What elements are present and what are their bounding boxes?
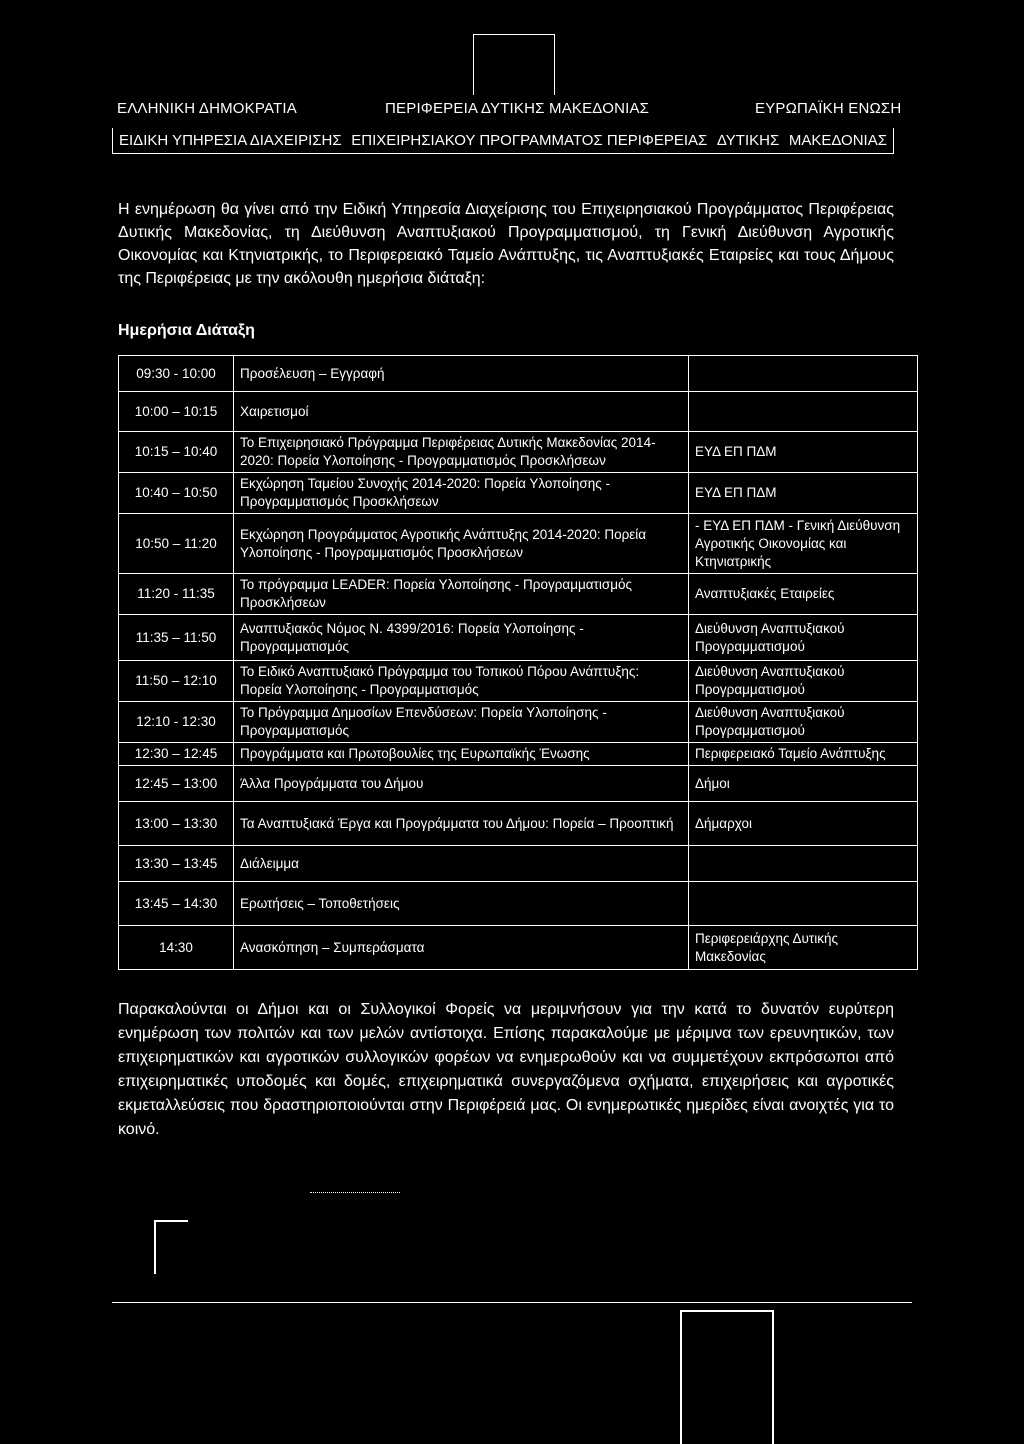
agenda-time: 12:10 - 12:30 bbox=[119, 702, 234, 743]
table-row bbox=[119, 846, 918, 882]
header-region: ΠΕΡΙΦΕΡΕΙΑ ΔΥΤΙΚΗΣ ΜΑΚΕΔΟΝΙΑΣ bbox=[385, 100, 650, 117]
footer-box-outline bbox=[680, 1310, 774, 1444]
table-row bbox=[119, 615, 918, 661]
agenda-topic: Το Πρόγραμμα Δημοσίων Επενδύσεων: Πορεία Υλοποίησης - Προγραμματισμός bbox=[234, 702, 689, 743]
agenda-topic: Τα Αναπτυξιακά Έργα και Προγράμματα του Δήμου: Πορεία – Προοπτική bbox=[234, 802, 689, 846]
agenda-topic: Εκχώρηση Προγράμματος Αγροτικής Ανάπτυξης 2014-2020: Πορεία Υλοποίησης - Προγραμματισμός Προσκλήσεων bbox=[234, 514, 689, 574]
intro-paragraph: Η ενημέρωση θα γίνει από την Ειδική Υπηρεσία Διαχείρισης του Επιχειρησιακού Προγράμματος Περιφέρειας Δυτικής Μακεδονίας, τη Διεύθυνση Αναπτυξιακού Προγραμματισμού, τη Γενική Διεύθυνση Αγροτικής Οικονομίας και Κτηνιατρικής, το Περιφερειακό Ταμείο Ανάπτυξης, τις Αναπτυξιακές Εταιρείες και τους Δήμους της Περιφέρειας με την ακόλουθη ημερήσια διάταξη: bbox=[118, 201, 894, 287]
agenda-organizer bbox=[688, 846, 917, 882]
agenda-organizer: ΕΥΔ ΕΠ ΠΔΜ bbox=[688, 473, 917, 514]
header-authority-part2: ΕΠΙΧΕΙΡΗΣΙΑΚΟΥ ΠΡΟΓΡΑΜΜΑΤΟΣ ΠΕΡΙΦΕΡΕΙΑΣ bbox=[351, 132, 708, 149]
agenda-time: 10:00 – 10:15 bbox=[119, 392, 234, 432]
corner-bracket-mark bbox=[154, 1220, 188, 1274]
agenda-time: 10:40 – 10:50 bbox=[119, 473, 234, 514]
agenda-topic: Ερωτήσεις – Τοποθετήσεις bbox=[234, 882, 689, 926]
agenda-topic: Εκχώρηση Ταμείου Συνοχής 2014-2020: Πορεία Υλοποίησης - Προγραμματισμός Προσκλήσεων bbox=[234, 473, 689, 514]
header-country: ΕΛΛΗΝΙΚΗ ΔΗΜΟΚΡΑΤΙΑ bbox=[117, 100, 297, 117]
agenda-organizer: Αναπτυξιακές Εταιρείες bbox=[688, 574, 917, 615]
header-authority bbox=[112, 128, 894, 154]
agenda-organizer: ΕΥΔ ΕΠ ΠΔΜ bbox=[688, 432, 917, 473]
table-row bbox=[119, 766, 918, 802]
agenda-time: 13:45 – 14:30 bbox=[119, 882, 234, 926]
table-row bbox=[119, 473, 918, 514]
agenda-organizer: Διεύθυνση Αναπτυξιακού Προγραμματισμού bbox=[688, 702, 917, 743]
header-authority-part4: ΜΑΚΕΔΟΝΙΑΣ bbox=[788, 132, 887, 149]
table-row bbox=[119, 356, 918, 392]
agenda-topic: Το Ειδικό Αναπτυξιακό Πρόγραμμα του Τοπικού Πόρου Ανάπτυξης: Πορεία Υλοποίησης - Προγραμματισμός bbox=[234, 661, 689, 702]
header-eu: ΕΥΡΩΠΑΪΚΗ ΕΝΩΣΗ bbox=[755, 100, 902, 117]
agenda-organizer bbox=[688, 392, 917, 432]
agenda-topic: Αναπτυξιακός Νόμος Ν. 4399/2016: Πορεία Υλοποίησης - Προγραμματισμός bbox=[234, 615, 689, 661]
agenda-topic: Χαιρετισμοί bbox=[234, 392, 689, 432]
agenda-time: 12:30 – 12:45 bbox=[119, 743, 234, 766]
agenda-organizer bbox=[688, 882, 917, 926]
table-row bbox=[119, 432, 918, 473]
agenda-topic: Το Επιχειρησιακό Πρόγραμμα Περιφέρειας Δυτικής Μακεδονίας 2014-2020: Πορεία Υλοποίησης - Προγραμματισμός Προσκλήσεων bbox=[234, 432, 689, 473]
header-authority-part1: ΕΙΔΙΚΗ ΥΠΗΡΕΣΙΑ ΔΙΑΧΕΙΡΙΣΗΣ bbox=[119, 132, 342, 149]
agenda-title: Ημερήσια Διάταξη bbox=[118, 322, 255, 339]
agenda-table bbox=[118, 355, 918, 970]
agenda-topic: Άλλα Προγράμματα του Δήμου bbox=[234, 766, 689, 802]
closing-paragraph: Παρακαλούνται οι Δήμοι και οι Συλλογικοί Φορείς να μεριμνήσουν για την κατά το δυνατόν ευρύτερη ενημέρωση των πολιτών και των μελών αντίστοιχα. Επίσης παρακαλούμε με μέριμνα των ερευνητικών, των επιχειρηματικών και αγροτικών συλλογικών φορέων να ενημερωθούν και να συμμετέχουν εκπρόσωποι από επιχειρηματικές υποδομές και δομές, επιχειρηματικά συνεργαζόμενα σχήματα, επιχειρήσεις και αγροτικές εκμεταλλεύσεις που δραστηριοποιούνται στην Περιφέρειά μας. Οι ενημερωτικές ημερίδες είναι ανοιχτές για το κοινό. bbox=[118, 1001, 894, 1138]
table-row bbox=[119, 514, 918, 574]
table-row bbox=[119, 743, 918, 766]
agenda-time: 10:15 – 10:40 bbox=[119, 432, 234, 473]
agenda-time: 11:20 - 11:35 bbox=[119, 574, 234, 615]
table-row bbox=[119, 702, 918, 743]
table-row bbox=[119, 574, 918, 615]
dotted-line bbox=[310, 1192, 400, 1193]
agenda-topic: Διάλειμμα bbox=[234, 846, 689, 882]
agenda-time: 11:50 – 12:10 bbox=[119, 661, 234, 702]
agenda-organizer bbox=[688, 356, 917, 392]
agenda-organizer: Διεύθυνση Αναπτυξιακού Προγραμματισμού bbox=[688, 661, 917, 702]
agenda-topic: Το πρόγραμμα LEADER: Πορεία Υλοποίησης - Προγραμματισμός Προσκλήσεων bbox=[234, 574, 689, 615]
agenda-time: 14:30 bbox=[119, 926, 234, 970]
agenda-topic: Προσέλευση – Εγγραφή bbox=[234, 356, 689, 392]
agenda-time: 10:50 – 11:20 bbox=[119, 514, 234, 574]
agenda-time: 12:45 – 13:00 bbox=[119, 766, 234, 802]
agenda-organizer: Δήμοι bbox=[688, 766, 917, 802]
footer-divider bbox=[112, 1302, 912, 1303]
emblem-placeholder bbox=[473, 34, 555, 95]
agenda-time: 11:35 – 11:50 bbox=[119, 615, 234, 661]
agenda-time: 13:00 – 13:30 bbox=[119, 802, 234, 846]
agenda-organizer: Περιφερειακό Ταμείο Ανάπτυξης bbox=[688, 743, 917, 766]
table-row bbox=[119, 661, 918, 702]
agenda-organizer: - ΕΥΔ ΕΠ ΠΔΜ - Γενική Διεύθυνση Αγροτικής Οικονομίας και Κτηνιατρικής bbox=[688, 514, 917, 574]
agenda-time: 09:30 - 10:00 bbox=[119, 356, 234, 392]
table-row bbox=[119, 926, 918, 970]
agenda-organizer: Δήμαρχοι bbox=[688, 802, 917, 846]
agenda-organizer: Περιφερειάρχης Δυτικής Μακεδονίας bbox=[688, 926, 917, 970]
header-authority-part3: ΔΥΤΙΚΗΣ bbox=[716, 132, 780, 149]
agenda-organizer: Διεύθυνση Αναπτυξιακού Προγραμματισμού bbox=[688, 615, 917, 661]
table-row bbox=[119, 392, 918, 432]
table-row bbox=[119, 802, 918, 846]
table-row bbox=[119, 882, 918, 926]
agenda-topic: Προγράμματα και Πρωτοβουλίες της Ευρωπαϊκής Ένωσης bbox=[234, 743, 689, 766]
agenda-time: 13:30 – 13:45 bbox=[119, 846, 234, 882]
agenda-topic: Ανασκόπηση – Συμπεράσματα bbox=[234, 926, 689, 970]
